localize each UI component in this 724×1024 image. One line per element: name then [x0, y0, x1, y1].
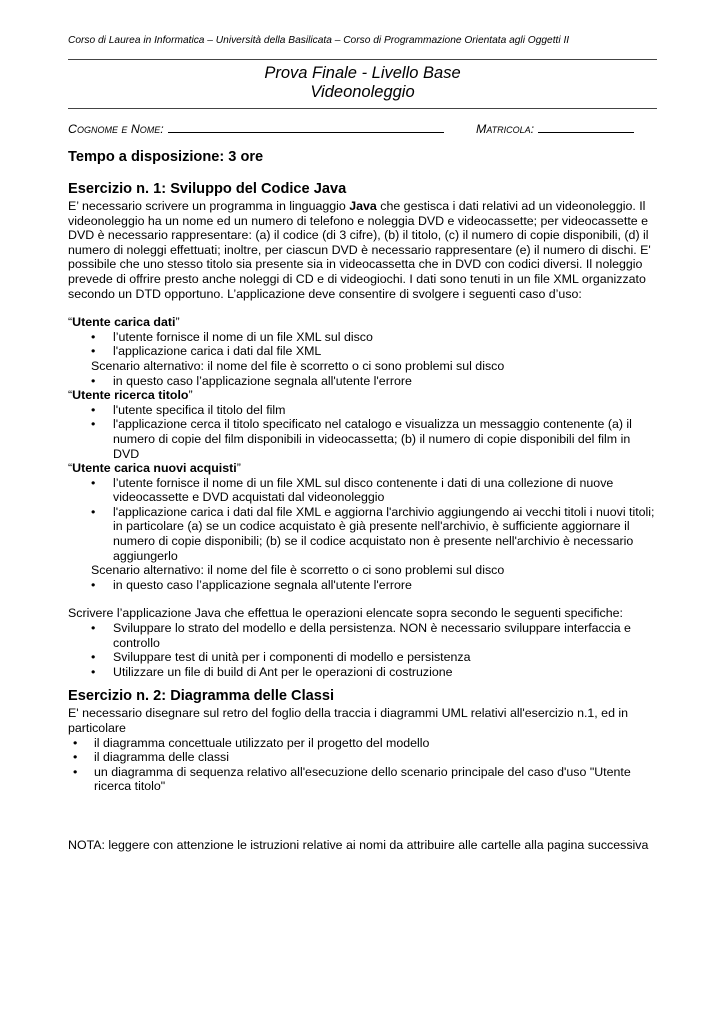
list-item: • l'applicazione carica i dati dal file XML — [68, 344, 657, 359]
list-item: • l'utente specifica il titolo del film — [68, 403, 657, 418]
exam-title — [68, 64, 657, 102]
use-case-title: Utente carica nuovi acquisti — [72, 461, 237, 476]
top-divider — [68, 59, 657, 60]
name-blank-line[interactable] — [168, 121, 444, 133]
list-item: • il diagramma concettuale utilizzato per il progetto del modello — [68, 736, 657, 751]
list-item: • in questo caso l’applicazione segnala all'utente l'errore — [68, 374, 657, 389]
use-case-title: Utente carica dati — [72, 315, 176, 330]
note-text: NOTA: leggere con attenzione le istruzioni relative ai nomi da attribuire alle cartelle alla pagina successiva — [68, 837, 649, 852]
alternative-scenario: Scenario alternativo: il nome del file è scorretto o ci sono problemi sul disco — [91, 563, 505, 578]
student-info-row — [68, 121, 657, 137]
exercise-1-intro: E’ necessario scrivere un programma in linguaggio Java che gestisca i dati relativi ad un videonoleggio. Il videonoleggio ha un nome ed un numero di telefono e noleggia DVD e videocassette; per videocassette e DVD è necessario rappresentare: (a) il codice (di 3 cifre), (b) il titolo, (c) il numero di copie disponibili, (d) il numero di noleggi effettuati; inoltre, per ciascun DVD è necessario rappresentare (e) il numero di dischi. E' possibile che uno stesso titolo sia presente sia in videocassetta che in DVD con codici diversi. Il noleggio prevede di offrire presto anche noleggi di CD e di videogiochi. I dati sono tenuti in un file XML organizzato secondo un DTD opportuno. L’applicazione deve consentire di svolgere i seguenti caso d’uso: — [68, 199, 651, 301]
list-item: • un diagramma di sequenza relativo all'esecuzione dello scenario principale del caso d'uso "Utente ricerca titolo" — [68, 765, 657, 794]
list-item: • l’utente fornisce il nome di un file XML sul disco contenente i dati di una collezione di nuove videocassette e DVD acquistati dal videonoleggio — [68, 476, 657, 505]
exam-title-line2: Videonoleggio — [310, 83, 415, 101]
exam-title-line1: Prova Finale - Livello Base — [264, 64, 461, 82]
list-item: • in questo caso l’applicazione segnala all'utente l'errore — [68, 578, 657, 593]
list-item: • Sviluppare test di unità per i componenti di modello e persistenza — [68, 650, 657, 665]
exercise-2-intro: E' necessario disegnare sul retro del foglio della traccia i diagrammi UML relativi all'esercizio n.1, ed in particolare — [68, 706, 629, 735]
title-divider — [68, 108, 657, 109]
exercise-2-heading: Esercizio n. 2: Diagramma delle Classi — [68, 688, 335, 705]
uml-diagram-list — [68, 736, 657, 794]
course-header: Corso di Laurea in Informatica – Università della Basilicata – Corso di Programmazione Orientata agli Oggetti II — [68, 35, 570, 46]
name-label: Cognome e Nome: — [68, 122, 164, 136]
matricola-blank-line[interactable] — [538, 121, 634, 133]
time-available: Tempo a disposizione: 3 ore — [68, 149, 264, 165]
matricola-label: Matricola: — [476, 122, 535, 136]
alternative-scenario: Scenario alternativo: il nome del file è scorretto o ci sono problemi sul disco — [91, 358, 505, 373]
specifications-list — [68, 621, 657, 679]
exercise-1-heading: Esercizio n. 1: Sviluppo del Codice Java — [68, 181, 347, 197]
list-item: • il diagramma delle classi — [68, 750, 657, 765]
list-item: • l'applicazione carica i dati dal file XML e aggiorna l'archivio aggiungendo ai vecchi titoli i nuovi titoli; in particolare (a) se un codice acquistato è già presente nell'archivio, è sufficiente aggiornare il numero di copie disponibili; (b) se il codice acquistato non è presente nell'archivio è necessario aggiungerlo — [68, 505, 657, 563]
specifications-intro: Scrivere l’applicazione Java che effettua le operazioni elencate sopra secondo le seguenti specifiche: — [68, 606, 623, 621]
use-case-load-data: “Utente carica dati” • l’utente fornisce il nome di un file XML sul disco • l'applicazione carica i dati dal file XML Scenario alternativo: il nome del file è scorretto o ci sono problemi sul disco • in questo caso l’applicazione segnala all'utente l'errore — [68, 315, 657, 388]
exam-content — [68, 180, 657, 853]
use-case-load-purchases: “Utente carica nuovi acquisti” • l’utente fornisce il nome di un file XML sul disco contenente i dati di una collezione di nuove videocassette e DVD acquistati dal videonoleggio • l'applicazione carica i dati dal file XML e aggiorna l'archivio aggiungendo ai vecchi titoli i nuovi titoli; in particolare (a) se un codice acquistato è già presente nell'archivio, è sufficiente aggiornare il numero di copie disponibili; (b) se il codice acquistato non è presente nell'archivio è necessario aggiungerlo Scenario alternativo: il nome del file è scorretto o ci sono problemi sul disco • in questo caso l’applicazione segnala all'utente l'errore — [68, 461, 657, 592]
list-item: • Utilizzare un file di build di Ant per le operazioni di costruzione — [68, 665, 657, 680]
list-item: • l'applicazione cerca il titolo specificato nel catalogo e visualizza un messaggio contenente (a) il numero di copie del film disponibili in videocassetta; (b) il numero di copie disponibili del film in DVD — [68, 417, 657, 461]
list-item: • l’utente fornisce il nome di un file XML sul disco — [68, 330, 657, 345]
list-item: • Sviluppare lo strato del modello e della persistenza. NON è necessario sviluppare interfaccia e controllo — [68, 621, 657, 650]
use-case-title: Utente ricerca titolo — [72, 388, 189, 403]
use-case-search-title: “Utente ricerca titolo” • l'utente specifica il titolo del film • l'applicazione cerca il titolo specificato nel catalogo e visualizza un messaggio contenente (a) il numero di copie del film disponibili in videocassetta; (b) il numero di copie disponibili del film in DVD — [68, 388, 657, 461]
